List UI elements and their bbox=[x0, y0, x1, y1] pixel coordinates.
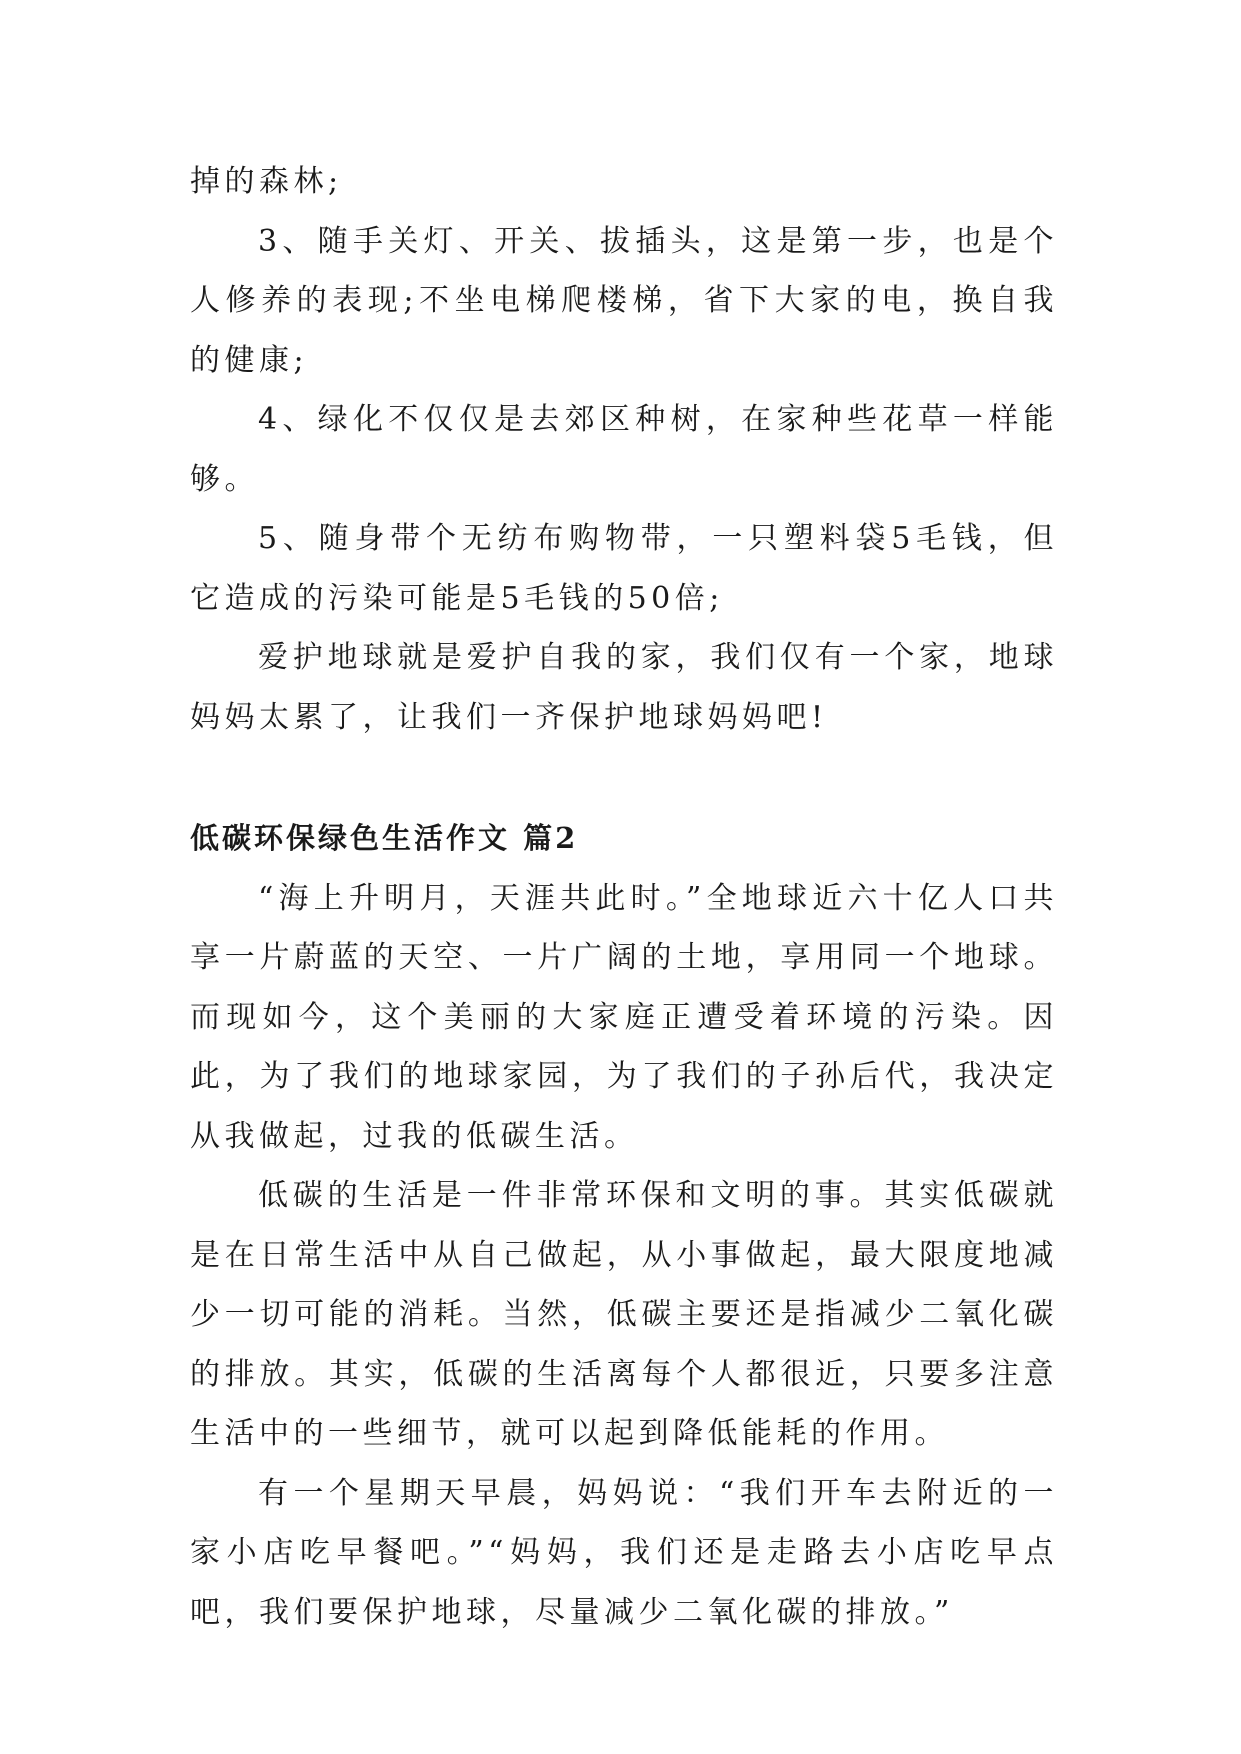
paragraph-intro: “海上升明月，天涯共此时。”全地球近六十亿人口共享一片蔚蓝的天空、一片广阔的土地，享用同一个地球。而现如今，这个美丽的大家庭正遭受着环境的污染。因此，为了我们的地球家园，为了我们的子孙后代，我决定从我做起，过我的低碳生活。 bbox=[190, 880, 1058, 1154]
document-body bbox=[190, 152, 1058, 1642]
paragraph-body: 低碳的生活是一件非常环保和文明的事。其实低碳就是在日常生活中从自己做起，从小事做起，最大限度地减少一切可能的消耗。当然，低碳主要还是指减少二氧化碳的排放。其实，低碳的生活离每个人都很近，只要多注意生活中的一些细节，就可以起到降低能耗的作用。 bbox=[190, 1178, 1058, 1451]
paragraph-continuation: 掉的森林; bbox=[190, 164, 343, 199]
paragraph-item-3: 3、随手关灯、开关、拔插头，这是第一步，也是个人修养的表现;不坐电梯爬楼梯，省下大家的电，换自我的健康; bbox=[190, 223, 1058, 378]
paragraph-item-4: 4、绿化不仅仅是去郊区种树，在家种些花草一样能够。 bbox=[190, 402, 1058, 497]
paragraph-closing: 爱护地球就是爱护自我的家，我们仅有一个家，地球妈妈太累了，让我们一齐保护地球妈妈吧! bbox=[190, 640, 1058, 735]
paragraph-item-5: 5、随身带个无纺布购物带，一只塑料袋5毛钱，但它造成的污染可能是5毛钱的50倍; bbox=[190, 521, 1058, 616]
paragraph-dialogue: 有一个星期天早晨，妈妈说：“我们开车去附近的一家小店吃早餐吧。”“妈妈，我们还是走路去小店吃早点吧，我们要保护地球，尽量减少二氧化碳的排放。” bbox=[190, 1475, 1058, 1630]
section-heading: 低碳环保绿色生活作文 篇2 bbox=[190, 821, 579, 855]
